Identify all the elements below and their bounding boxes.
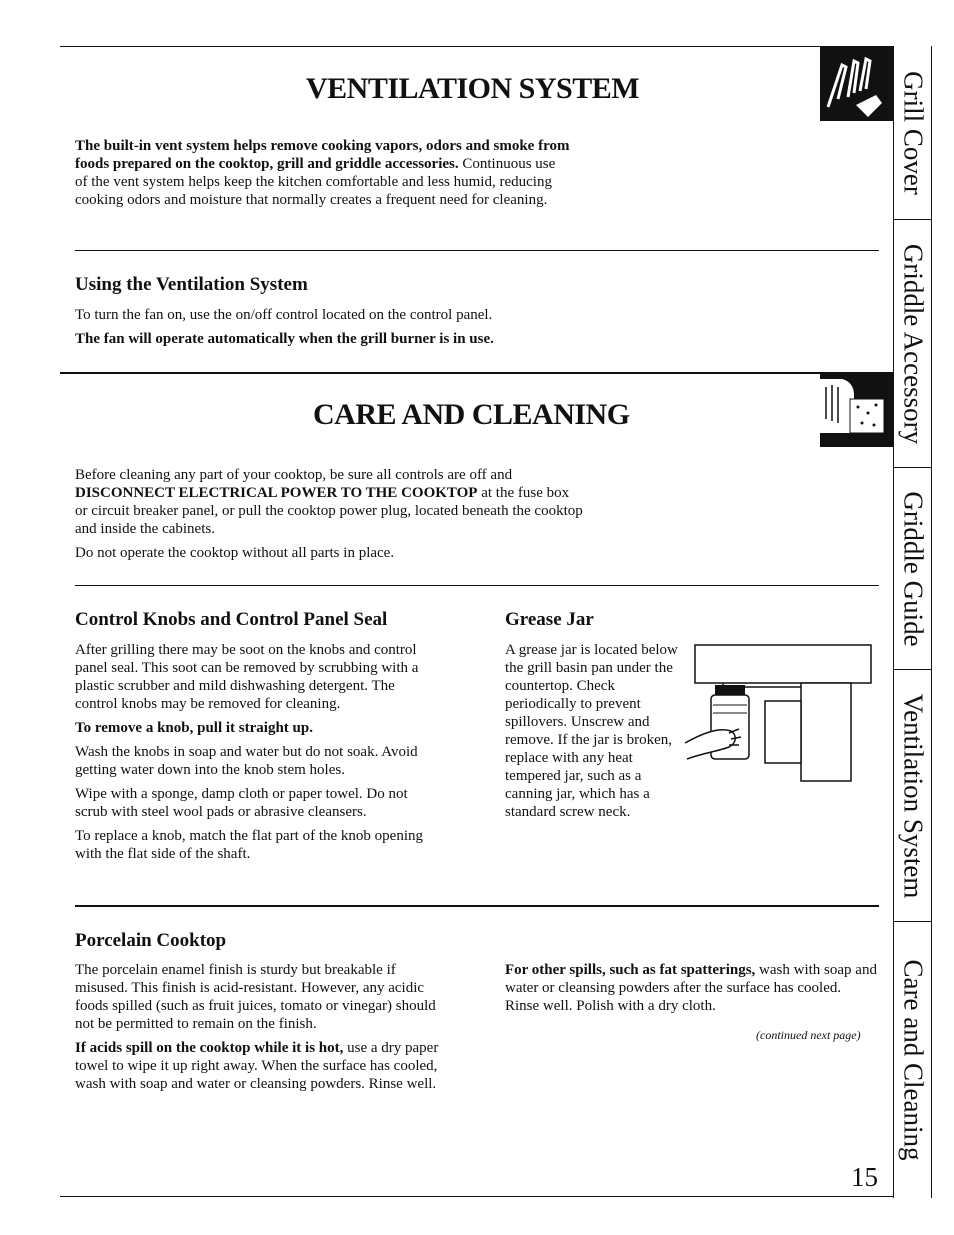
tab-label: Griddle Guide xyxy=(898,490,928,647)
page-number: 15 xyxy=(851,1162,878,1192)
section-rule xyxy=(75,585,879,586)
grease-text xyxy=(505,641,683,827)
intro-bold: The built-in vent system helps remove cooking vapors, odors and smoke from foods prepared on the cooktop, grill and griddle accessories. xyxy=(75,138,570,172)
paragraph-bold: For other spills, such as fat spatterings, xyxy=(505,962,756,978)
care-intro-b: at the fuse box or circuit breaker panel, or pull the cooktop power plug, located beneath the cooktop and inside the cabinets. xyxy=(75,485,583,537)
tab-label: Griddle Accessory xyxy=(898,243,928,444)
care-intro-bold: DISCONNECT ELECTRICAL POWER TO THE COOKTOP xyxy=(75,485,478,501)
tab-label: Ventilation System xyxy=(898,693,928,898)
tab-griddle-accessory[interactable] xyxy=(894,220,931,468)
care-top-rule xyxy=(60,372,894,374)
section-heading: Using the Ventilation System xyxy=(75,274,308,295)
care-intro xyxy=(75,466,585,568)
section-heading: Porcelain Cooktop xyxy=(75,930,227,951)
paragraph-rest: wash with soap and water or cleansing powders after the surface has cooled. Rinse well. Polish with a dry cloth. xyxy=(505,962,877,1014)
paragraph: Wash the knobs in soap and water but do not soak. Avoid getting water down into the knob stem holes. xyxy=(75,744,418,778)
paragraph: Wipe with a sponge, damp cloth or paper towel. Do not scrub with steel wool pads or abrasive cleansers. xyxy=(75,786,408,820)
paragraph-bold: The fan will operate automatically when the grill burner is in use. xyxy=(75,331,494,347)
paragraph: To turn the fan on, use the on/off control located on the control panel. xyxy=(75,307,493,323)
paragraph: A grease jar is located below the grill basin pan under the countertop. Check periodically to prevent spillovers. Unscrew and remove. If the jar is broken, replace with any heat tempered jar, such as a canning jar, which has a standard screw neck. xyxy=(505,642,678,820)
page-title: VENTILATION SYSTEM xyxy=(306,72,640,105)
paragraph-bold: If acids spill on the cooktop while it is hot, xyxy=(75,1040,344,1056)
tab-grill-cover[interactable] xyxy=(894,46,931,220)
hand-button-icon xyxy=(820,47,893,121)
paragraph-rest: use a dry paper towel to wipe it up right away. When the surface has cooled, wash with soap and water or cleansing powders. Rinse well. xyxy=(75,1040,439,1092)
intro-text: Continuous use of the vent system helps keep the kitchen comfortable and less humid, reducing cooking odors and moisture that normally creates a frequent need for cleaning. xyxy=(75,156,556,208)
tab-griddle-guide[interactable] xyxy=(894,468,931,670)
grease-jar-illustration xyxy=(683,643,873,785)
sponge-hand-icon xyxy=(820,373,893,447)
bottom-rule xyxy=(60,1196,894,1197)
tab-care-and-cleaning[interactable] xyxy=(894,922,931,1198)
section-heading: Control Knobs and Control Panel Seal xyxy=(75,609,388,630)
porcelain-text-right xyxy=(505,961,879,1021)
knobs-text xyxy=(75,641,441,869)
tab-label: Grill Cover xyxy=(898,70,928,195)
tab-ventilation-system[interactable] xyxy=(894,670,931,922)
care-intro-a: Before cleaning any part of your cooktop, be sure all controls are off and xyxy=(75,467,513,483)
side-tab-strip xyxy=(893,46,932,1198)
top-rule xyxy=(60,46,894,47)
section-heading: Grease Jar xyxy=(505,609,594,630)
paragraph: To replace a knob, match the flat part of the knob opening with the flat side of the shaft. xyxy=(75,828,423,862)
porcelain-text-left xyxy=(75,961,445,1099)
paragraph: Do not operate the cooktop without all parts in place. xyxy=(75,545,395,561)
ventilation-intro xyxy=(75,137,570,215)
paragraph: The porcelain enamel finish is sturdy but breakable if misused. This finish is acid-resistant. However, any acidic foods spilled (such as fruit juices, tomato or vinegar) should not be permitted to remain on the finish. xyxy=(75,962,436,1032)
tab-label: Care and Cleaning xyxy=(898,959,928,1161)
using-text xyxy=(75,306,675,354)
section-rule xyxy=(75,250,879,251)
section-title: CARE AND CLEANING xyxy=(313,398,630,431)
paragraph-bold: To remove a knob, pull it straight up. xyxy=(75,720,313,736)
paragraph: After grilling there may be soot on the knobs and control panel seal. This soot can be removed by scrubbing with a plastic scrubber and mild dishwashing detergent. The control knobs may be removed for cleaning. xyxy=(75,642,419,712)
section-rule xyxy=(75,905,879,907)
continued-note: (continued next page) xyxy=(756,1028,861,1042)
